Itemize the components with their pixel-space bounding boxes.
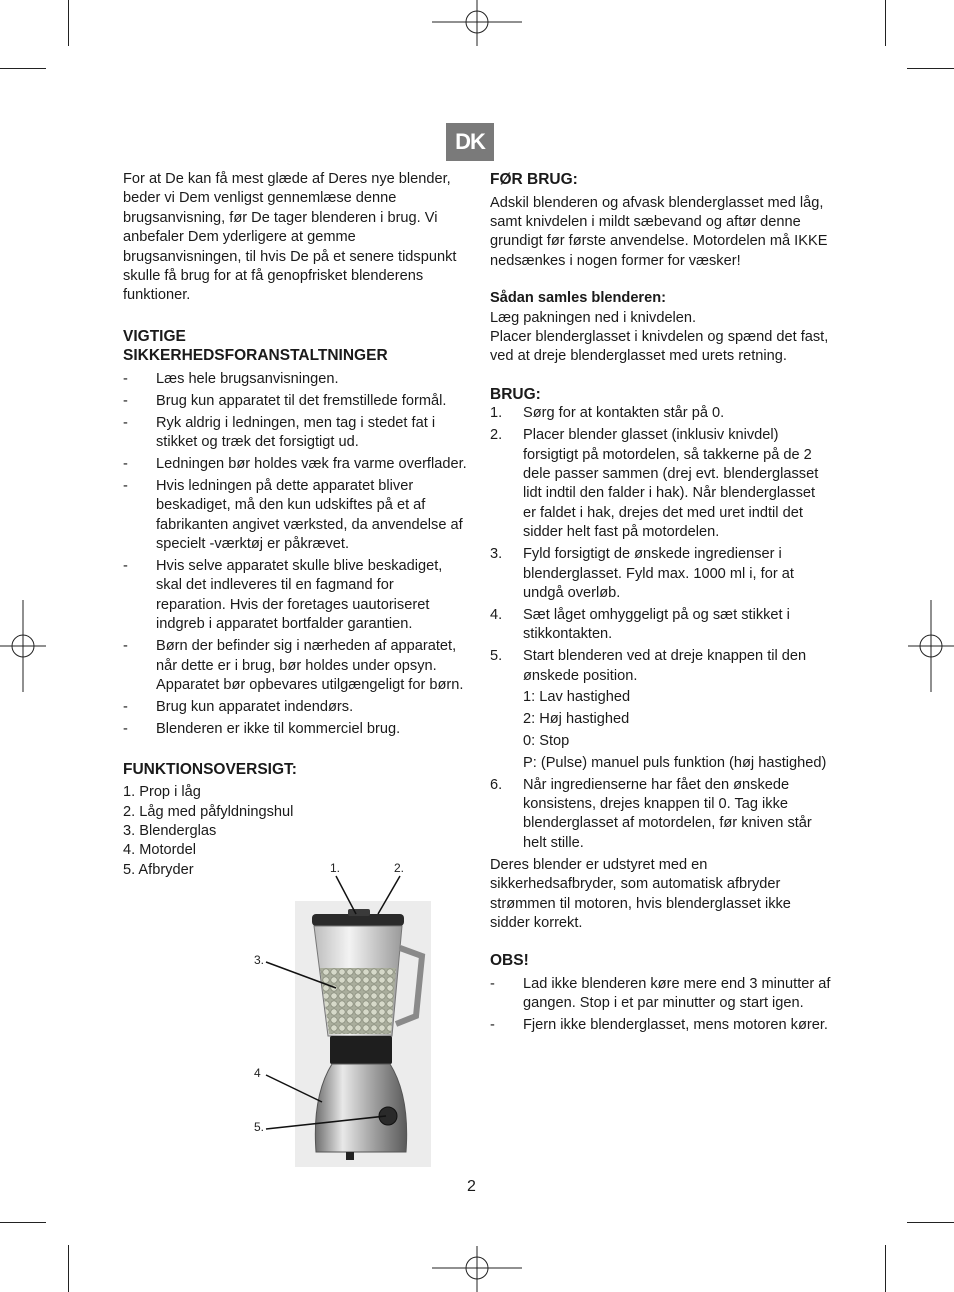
list-item: - Fjern ikke blenderglasset, mens motoren kører. xyxy=(490,1016,832,1035)
speed-list xyxy=(523,688,832,773)
assembly-heading: Sådan samles blenderen: xyxy=(490,290,667,307)
list-item xyxy=(490,404,832,423)
step-number: 5. xyxy=(490,648,503,665)
list-item: - Blenderen er ikke til kommerciel brug. xyxy=(123,720,467,739)
list-item: 2. Låg med påfyldningshul xyxy=(123,803,294,820)
list-item: - Brug kun apparatet til det fremstillede formål. xyxy=(123,392,467,411)
list-item: - Læs hele brugsanvisningen. xyxy=(123,370,467,389)
step-number: 3. xyxy=(490,546,503,563)
callout-4-label: 4 xyxy=(254,1066,261,1080)
list-item: - Brug kun apparatet indendørs. xyxy=(123,698,467,717)
list-item: - Hvis ledningen på dette apparatet bliver beskadiget, må den kun udskiftes på et af fabrikanten angivet værksted, da anvendelse af specielt -værktøj er påkrævet. xyxy=(123,477,467,555)
list-item: - Hvis selve apparatet skulle blive beskadiget, skal det indleveres til en fagmand for reparation. Hvis der foretages uautoriseret indgreb i apparatet bortfalder garantien. xyxy=(123,557,467,635)
list-item xyxy=(490,647,832,773)
assembly-line-1: Læg pakningen ned i knivdelen. xyxy=(490,309,697,326)
blender-collar xyxy=(330,1036,392,1064)
callout-1-label: 1. xyxy=(330,861,341,875)
safety-heading-line-2: SIKKERHEDSFORANSTALTNINGER xyxy=(123,347,388,365)
step-text: Fyld forsigtigt de ønskede ingredienser i blenderglasset. Fyld max. 1000 ml i, for at undgå overløb. xyxy=(523,546,794,601)
registration-mark-icon xyxy=(432,0,522,46)
registration-mark-icon xyxy=(908,600,954,692)
step-text: Sørg for at kontakten står på 0. xyxy=(523,405,725,422)
step-text: Når ingredienserne har fået den ønskede konsistens, drejes knappen til 0. Tag ikke blenderglasset af motordelen, før kniven står helt stille. xyxy=(523,776,812,851)
list-item xyxy=(490,426,832,542)
before-use-paragraph: Adskil blenderen og afvask blenderglasset med låg, samt knivdelen i mildt sæbevand og aftør denne grundigt før første anvendelse. Motordelen må IKKE nedsænkes i nogen former for væsker! xyxy=(490,194,828,269)
registration-mark-icon xyxy=(432,1246,522,1292)
step-text: Sæt låget omhyggeligt på og sæt stikket i stikkontakten. xyxy=(523,606,790,643)
list-item: - Lad ikke blenderen køre mere end 3 minutter af gangen. Stop i et par minutter og start igen. xyxy=(490,975,832,1014)
assembly-line-2: Placer blenderglasset i knivdelen og spænd det fast, ved at dreje blenderglasset med urets retning. xyxy=(490,328,829,365)
registration-mark-icon xyxy=(0,600,46,692)
list-item xyxy=(490,606,832,645)
step-number: 2. xyxy=(490,427,503,444)
language-badge: DK xyxy=(446,123,494,161)
blender-illustration xyxy=(250,856,440,1176)
list-item: - Ledningen bør holdes væk fra varme overflader. xyxy=(123,455,467,474)
crop-mark xyxy=(907,68,954,69)
list-item: 4. Motordel xyxy=(123,842,197,859)
step-number: 6. xyxy=(490,776,503,793)
list-item: - Ryk aldrig i ledningen, men tag i stedet fat i stikket og træk det forsigtigt ud. xyxy=(123,414,467,453)
step-number: 1. xyxy=(490,405,503,422)
crop-mark xyxy=(0,68,46,69)
list-item: 3. Blenderglas xyxy=(123,822,217,839)
speed-item: 2: Høj hastighed xyxy=(523,710,630,727)
list-item: 5. Afbryder xyxy=(123,861,194,878)
blender-lid-cap xyxy=(348,909,370,916)
right-column xyxy=(490,170,832,1038)
function-heading: FUNKTIONSOVERSIGT: xyxy=(123,760,297,778)
list-item xyxy=(490,776,832,854)
crop-mark xyxy=(907,1222,954,1223)
use-steps xyxy=(490,404,832,853)
crop-mark xyxy=(68,0,69,46)
step-text: Start blenderen ved at dreje knappen til den ønskede position. xyxy=(523,648,807,684)
speed-item: P: (Pulse) manuel puls funktion (høj hastighed) xyxy=(523,754,827,771)
obs-list xyxy=(490,975,832,1036)
crop-mark xyxy=(68,1245,69,1292)
list-item: - Børn der befinder sig i nærheden af apparatet, når dette er i brug, bør holdes under opsyn. Apparatet bør opbevares utilgængeligt for børn. xyxy=(123,637,467,695)
obs-heading: OBS! xyxy=(490,952,529,970)
list-item: 1. Prop i låg xyxy=(123,784,201,801)
intro-paragraph: For at De kan få mest glæde af Deres nye blender, beder vi Dem venligst gennemlæse denne brugsanvisning, før De tager blenderen i brug. Vi anbefaler Dem yderligere at gemme brugsanvisningen, til hvis De på et senere tidspunkt skulle få brug for at få genopfrisket blenderens funktioner. xyxy=(123,171,457,304)
blender-contents xyxy=(320,968,396,1034)
crop-mark xyxy=(0,1222,46,1223)
list-item xyxy=(490,545,832,603)
safety-heading-line-1: VIGTIGE xyxy=(123,327,186,345)
step-text: Placer blender glasset (inklusiv knivdel) forsigtigt på motordelen, så takkerne på de 2 dele passer sammen (drej evt. blenderglasset lidt indtil den falder i hak). Når blenderglasset er faldet i hak, drejes det med uret indtil det sidder helt fast på motordelen. xyxy=(523,427,819,541)
callout-3-label: 3. xyxy=(254,953,265,967)
crop-mark xyxy=(885,1245,886,1292)
safety-switch-paragraph: Deres blender er udstyret med en sikkerhedsafbryder, som automatisk afbryder strømmen til motoren, hvis blenderglasset ikke sidder korrekt. xyxy=(490,856,791,931)
crop-mark xyxy=(885,0,886,46)
speed-item: 1: Lav hastighed xyxy=(523,688,631,705)
step-number: 4. xyxy=(490,606,503,623)
callout-2-label: 2. xyxy=(394,861,405,875)
speed-item: 0: Stop xyxy=(523,732,570,749)
use-heading: BRUG: xyxy=(490,385,541,403)
page-number: 2 xyxy=(467,1178,476,1195)
left-column xyxy=(123,170,467,880)
before-use-heading: FØR BRUG: xyxy=(490,171,578,188)
safety-list xyxy=(123,370,467,739)
blender-foot xyxy=(346,1152,354,1160)
safety-heading xyxy=(123,327,467,366)
callout-5-label: 5. xyxy=(254,1120,265,1134)
